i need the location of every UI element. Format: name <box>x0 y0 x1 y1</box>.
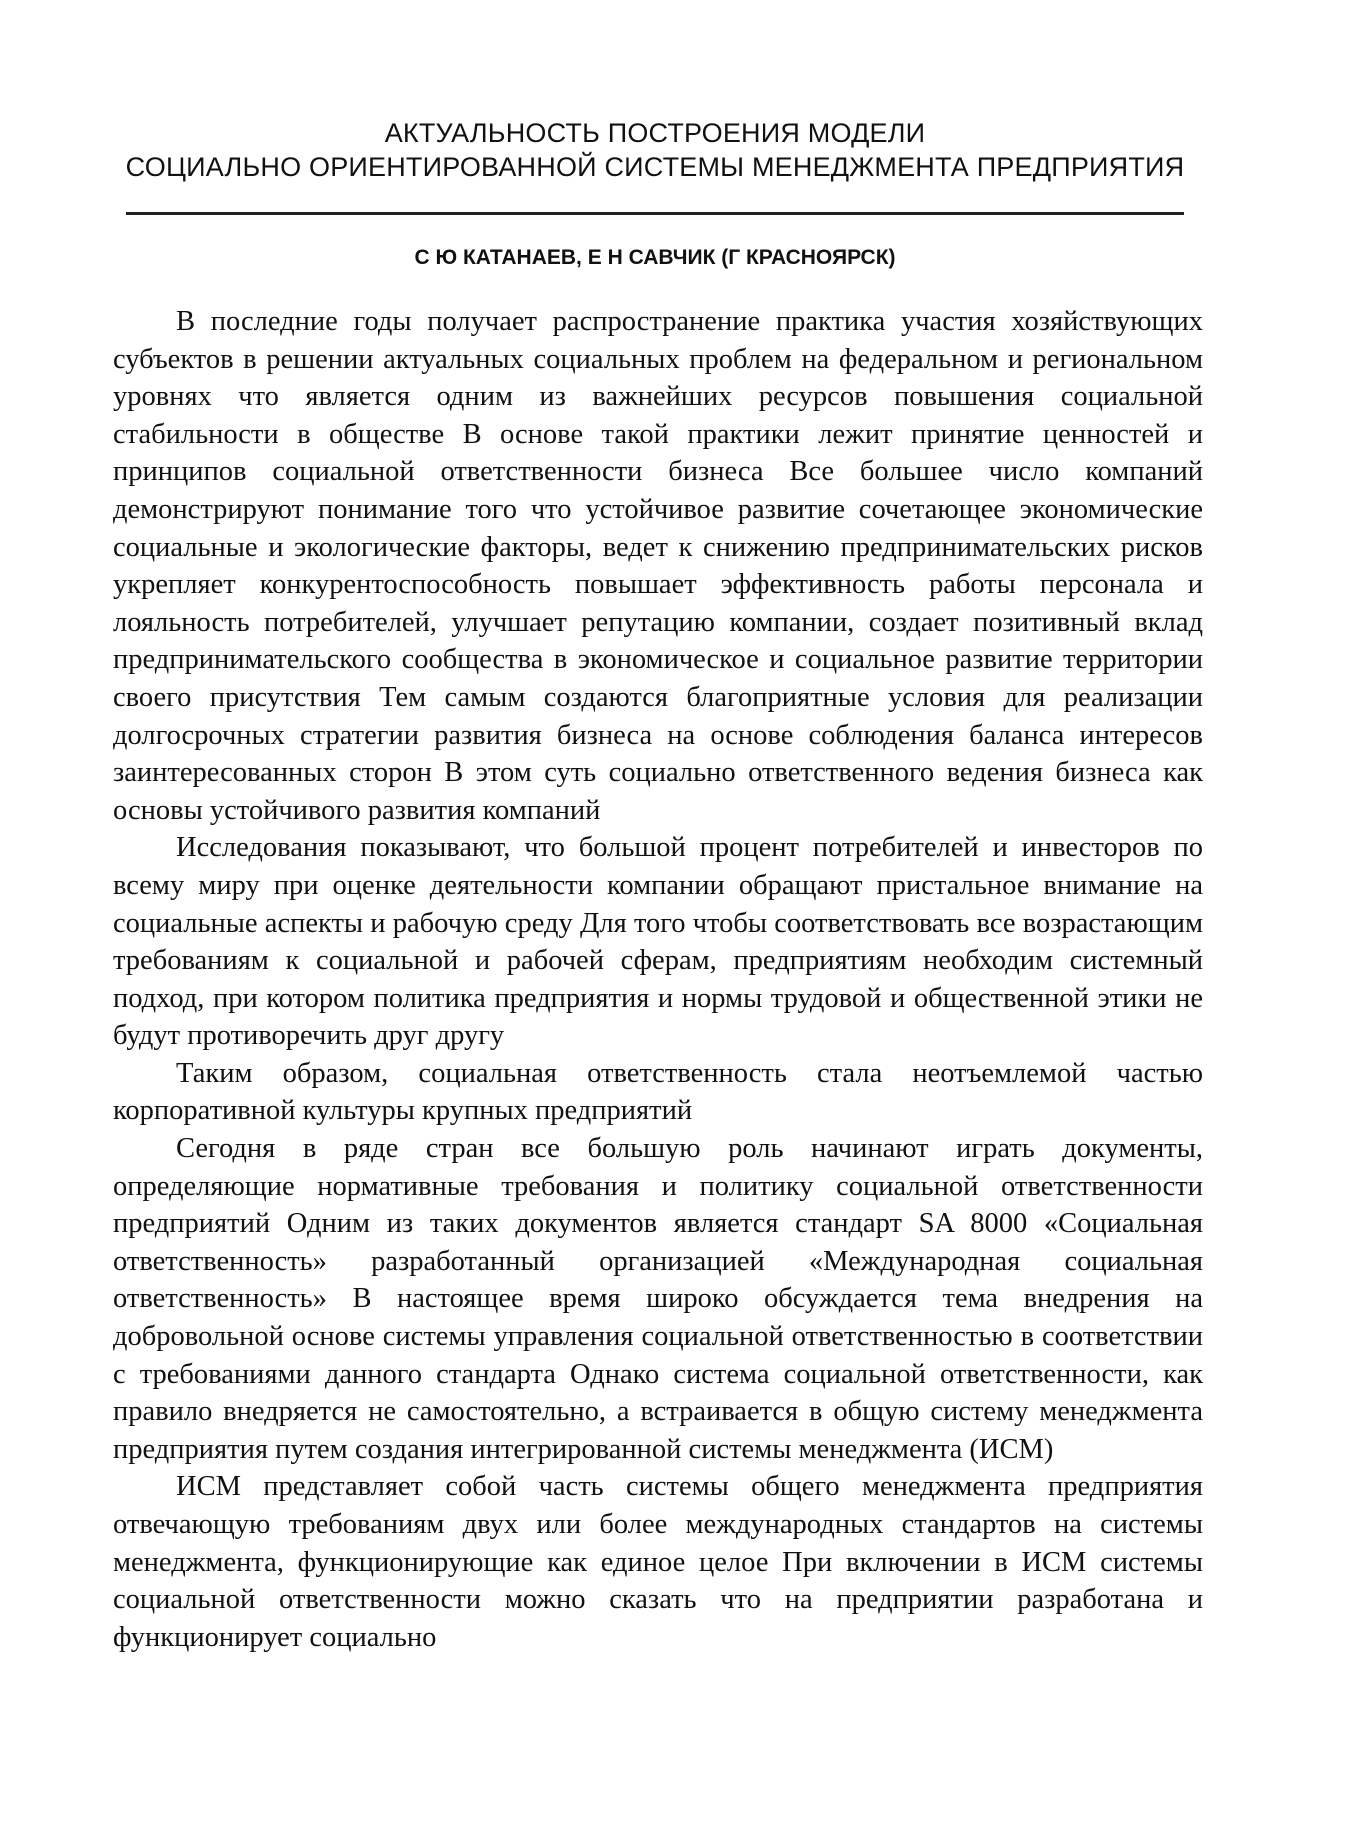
title-line-1: АКТУАЛЬНОСТЬ ПОСТРОЕНИЯ МОДЕЛИ <box>384 118 926 148</box>
authors-line: С Ю КАТАНАЕВ, Е Н САВЧИК (Г КРАСНОЯРСК) <box>414 246 896 269</box>
paragraph: Исследования показывают, что большой процент потребителей и инвесторов по всему миру при оценке деятельности компании обращают пристальное внимание на социальные аспекты и рабочую среду Для того чтобы соответствовать все возрастающим требованиям к социальной и рабочей сферам, предприятиям необходим системный подход, при котором политика предприятия и нормы трудовой и общественной этики не будут противоречить друг другу <box>113 832 1203 1052</box>
paragraph: В последние годы получает распространение практика участия хозяйствующих субъектов в решении актуальных социальных проблем на федеральном и региональном уровнях что является одним из важнейших ресурсов повышения социальной стабильности в обществе В основе такой практики лежит принятие ценностей и принципов социальной ответственности бизнеса Все большее число компаний демонстрируют понимание того что устойчивое развитие сочетающее экономические социальные и экологические факторы, ведет к снижению предпринимательских рисков укрепляет конкурентоспособность повышает эффективность работы персонала и лояльность потребителей, улучшает репутацию компании, создает позитивный вклад предпринимательского сообщества в экономическое и социальное развитие территории своего присутствия Тем самым создаются благоприятные условия для реализации долгосрочных стратегии развития бизнеса на основе соблюдения баланса интересов заинтересованных сторон В этом суть социально ответственного ведения бизнеса как основы устойчивого развития компаний <box>113 306 1203 826</box>
title-divider <box>126 212 1184 215</box>
paragraph: Таким образом, социальная ответственность стала неотъемлемой частью корпоративной культуры крупных предприятий <box>113 1057 1203 1127</box>
paragraph: Сегодня в ряде стран все большую роль начинают играть документы, определяющие нормативные требования и политику социальной ответственности предприятий Одним из таких документов является стандарт SA 8000 «Социальная ответственность» разработанный организацией «Международная социальная ответственность» В настоящее время широко обсуждается тема внедрения на добровольной основе системы управления социальной ответственностью в соответствии с требованиями данного стандарта Однако система социальной ответственности, как правило внедряется не самостоятельно, а встраивается в общую систему менеджмента предприятия путем создания интегрированной системы менеджмента (ИСМ) <box>113 1133 1203 1465</box>
page-title <box>100 116 1210 184</box>
paragraph: ИСМ представляет собой часть системы общего менеджмента предприятия отвечающую требованиям двух или более международных стандартов на системы менеджмента, функционирующие как единое целое При включении в ИСМ системы социальной ответственности можно сказать что на предприятии разработана и функционирует социально <box>113 1471 1203 1653</box>
title-line-2: СОЦИАЛЬНО ОРИЕНТИРОВАННОЙ СИСТЕМЫ МЕНЕДЖМЕНТА ПРЕДПРИЯТИЯ <box>125 152 1185 182</box>
article-body <box>113 303 1203 1656</box>
